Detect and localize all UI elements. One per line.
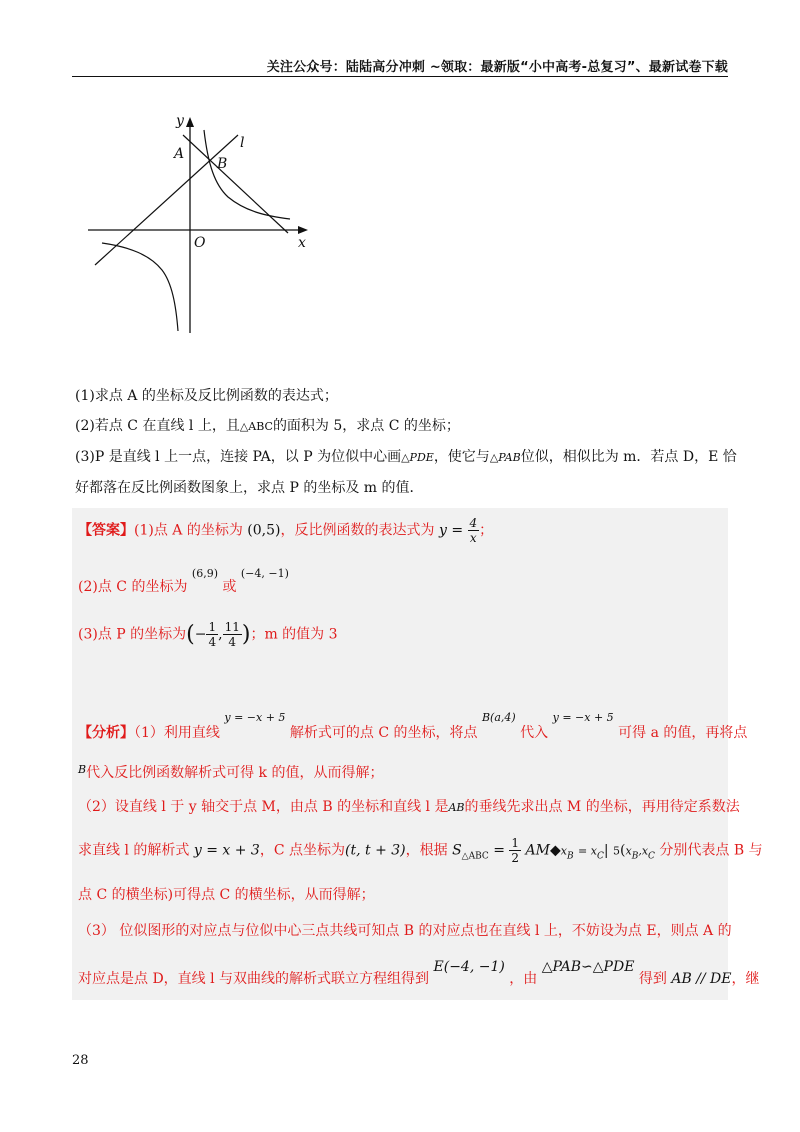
answer-line-2: [78, 564, 289, 595]
paren-right: ): [241, 622, 251, 647]
analysis-4c: ，根据: [405, 842, 448, 859]
analysis-7b: ，由: [509, 971, 538, 987]
question-2: [75, 416, 460, 437]
analysis-1b: 解析式可的点 C 的坐标，将点: [289, 725, 478, 741]
answer-section: [72, 508, 763, 1000]
analysis-3a: （2）设直线 l 于 y 轴交于点 M，由点 B 的坐标和直线 l 是: [78, 799, 449, 815]
analysis-line-4: [78, 836, 763, 865]
paren-open: (: [620, 842, 626, 859]
analysis-2-B: B: [78, 763, 87, 776]
analysis-line-1: [78, 710, 748, 741]
answer-2-or: 或: [222, 579, 237, 595]
analysis-4-eq: =: [493, 842, 505, 859]
analysis-3b: 的垂线先求出点 M 的坐标，再用待定系数法: [464, 799, 740, 815]
q3-text-c: 位似，相似比为 m．若点 D，E 恰: [520, 449, 737, 465]
analysis-line-2: [78, 762, 383, 782]
answer-line-1: [78, 516, 493, 545]
analysis-7-E: E(−4, −1): [433, 959, 505, 975]
question-3-line2: 好都落在反比例函数图象上，求点 P 的坐标及 m 的值．: [75, 480, 424, 496]
analysis-7a: 对应点是点 D，直线 l 与双曲线的解析式联立方程组得到: [78, 971, 430, 987]
answer-2-text: (2)点 C 的坐标为: [78, 579, 188, 595]
answer-3-text2: ；m 的值为 3: [250, 626, 338, 643]
fraction-denominator: x: [469, 531, 477, 545]
answer-line-3: [78, 620, 338, 649]
analysis-7c: 得到: [638, 971, 667, 987]
analysis-4-xbxc: x: [625, 844, 632, 858]
label-A: A: [174, 146, 185, 162]
answer-2-coord1: (6,9): [191, 567, 218, 580]
comma: ,: [218, 626, 223, 643]
label-l: l: [240, 135, 245, 151]
fraction-numerator: 4: [469, 516, 478, 530]
fraction-numerator: 1: [208, 620, 217, 634]
analysis-7d: ，继: [731, 971, 760, 987]
analysis-4-half: [509, 836, 521, 865]
analysis-4-xbxc-sub2: C: [648, 851, 655, 862]
analysis-1d: 可得 a 的值，再将点: [618, 725, 748, 741]
q2-text-a: (2)若点 C 在直线 l 上，且: [75, 418, 240, 434]
q3-triangle-pab: △PAB: [489, 451, 521, 464]
comma-x: ,: [638, 844, 642, 858]
analysis-4a: 求直线 l 的解析式: [78, 842, 190, 859]
minus-sign: −: [194, 626, 207, 643]
question-3-line1: [75, 447, 737, 468]
analysis-tag: 【分析】: [78, 725, 134, 741]
analysis-4-xc-sub: C: [596, 851, 604, 862]
analysis-4-coord: (t, t + 3): [345, 842, 406, 859]
fraction-denominator: 2: [511, 851, 520, 865]
answer-3-y-fraction: [223, 620, 242, 649]
analysis-1-func: y = −x + 5: [224, 711, 286, 724]
analysis-line-3: [78, 796, 740, 816]
analysis-1-func2: y = −x + 5: [552, 711, 614, 724]
q3-triangle-pde: △PDE: [401, 451, 434, 464]
analysis-4b: ，C 点坐标为: [259, 842, 345, 859]
q2-triangle: △ABC: [239, 420, 273, 433]
analysis-4d: 分别代表点 B 与: [659, 842, 763, 859]
fraction-numerator: 11: [224, 620, 240, 634]
hyperbola-branch-right: [204, 130, 290, 219]
q3-text-b: ，使它与: [433, 449, 490, 465]
analysis-3-AB: AB: [448, 801, 465, 814]
function-graph-figure: [80, 105, 320, 345]
analysis-7-sim: △PAB∽△PDE: [541, 959, 635, 975]
analysis-line-5: 点 C 的横坐标)可得点 C 的横坐标，从而得解；: [78, 887, 375, 903]
answer-tag: 【答案】: [78, 522, 134, 539]
analysis-4-xb: x: [560, 844, 567, 858]
page-header: 关注公众号：陆陆高分冲刺 ~领取：最新版“小中高考-总复习”、最新试卷下载: [266, 60, 728, 75]
answer-1-text: (1)点 A 的坐标为: [134, 522, 243, 539]
analysis-4-S: S: [452, 842, 462, 859]
fraction-numerator: 1: [511, 836, 520, 850]
answer-3-x-fraction: [206, 620, 218, 649]
label-x: x: [298, 235, 306, 251]
page-number: 28: [72, 1053, 89, 1068]
analysis-4-xb-sub: B: [566, 851, 574, 862]
analysis-1-point: B(a,4): [481, 711, 516, 724]
answer-2-coord2: (−4, −1): [240, 567, 289, 580]
analysis-7-par: AB // DE: [671, 971, 732, 987]
analysis-4-xbxc-sub1: B: [631, 851, 639, 862]
diamond-glyph: ◆: [549, 842, 561, 859]
answer-1-func-lhs: y =: [438, 522, 464, 539]
fraction-denominator: 4: [228, 635, 237, 649]
label-B: B: [217, 156, 228, 172]
analysis-4-S-sub: △ABC: [461, 851, 489, 862]
x-axis-arrow: [298, 226, 308, 234]
question-1: (1)求点 A 的坐标及反比例函数的表达式；: [75, 388, 338, 404]
analysis-1c: 代入: [520, 725, 549, 741]
analysis-2-text: 代入反比例函数解析式可得 k 的值，从而得解；: [86, 765, 384, 781]
fraction-denominator: 4: [208, 635, 217, 649]
analysis-line-7: [78, 959, 760, 987]
analysis-4-func: y = x + 3: [193, 842, 260, 859]
label-y: y: [176, 113, 184, 129]
analysis-4-xc: x: [641, 844, 649, 858]
answer-1-text2: ，反比例函数的表达式为: [280, 522, 435, 539]
q3-text-a: (3)P 是直线 l 上一点，连接 PA，以 P 为位似中心画: [75, 449, 402, 465]
label-O: O: [194, 235, 206, 251]
y-axis-arrow: [186, 117, 194, 127]
abs-bar: |: [603, 842, 609, 859]
analysis-1a: （1）利用直线: [134, 725, 220, 741]
analysis-line-6: （3） 位似图形的对应点与位似中心三点共线可知点 B 的对应点也在直线 l 上，不妨设为点 E，则点 A 的: [78, 923, 732, 939]
analysis-4-AM: AM: [525, 842, 550, 859]
header-divider: [72, 76, 728, 77]
answer-1-coord: (0,5): [247, 522, 281, 539]
answer-3-text: (3)点 P 的坐标为: [78, 626, 187, 643]
line-ab: [183, 135, 288, 233]
answer-1-end: ；: [479, 522, 494, 539]
paren-left: (: [186, 622, 195, 647]
answer-1-func-fraction: [468, 516, 480, 545]
analysis-4-five: 5: [613, 844, 621, 858]
analysis-4-eq2: = x: [578, 844, 597, 858]
hyperbola-branch-left: [102, 243, 178, 331]
q2-text-b: 的面积为 5，求点 C 的坐标；: [272, 418, 460, 434]
